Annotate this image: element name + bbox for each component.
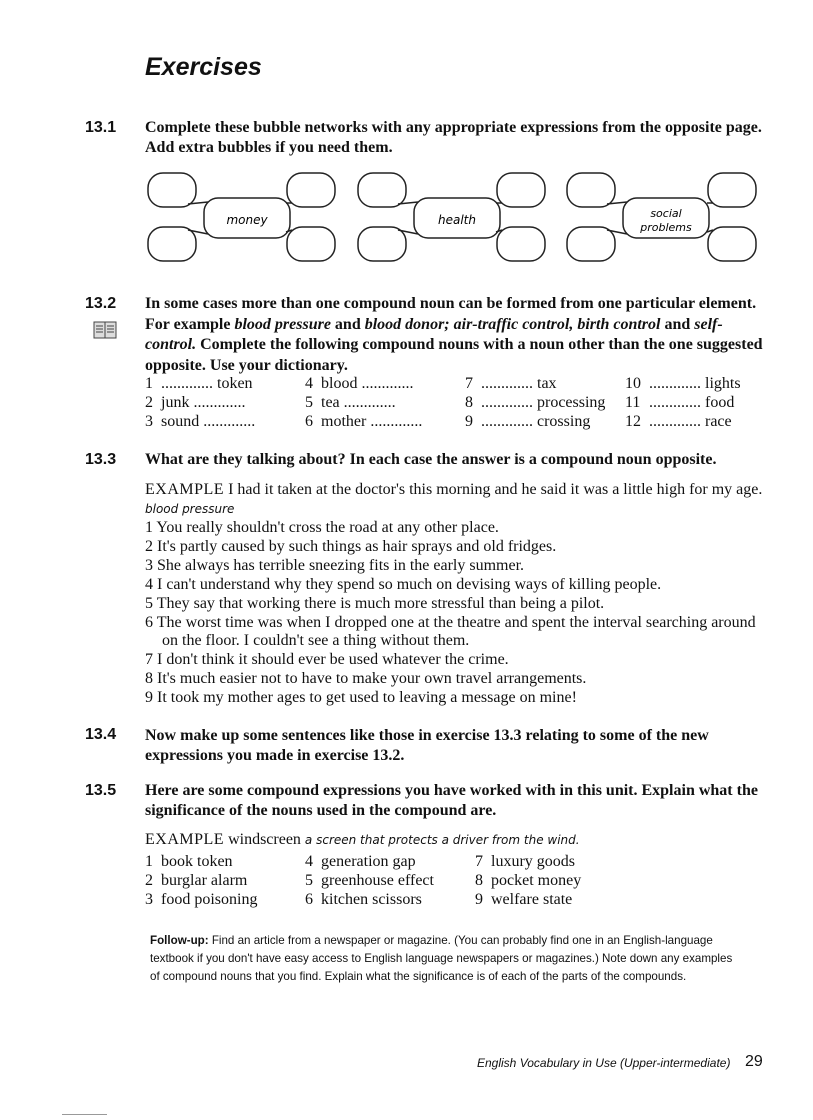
exercise-number: 13.5 [85,782,117,799]
list-item: 8 It's much easier not to have to make your own travel arrangements. [145,670,587,688]
list-item: 3 She always has terrible sneezing fits in the early summer. [145,556,525,574]
list-item: 6 mother ............. [305,413,423,430]
list-item: 1 book token [145,853,233,870]
exercise-number: 13.1 [85,119,117,136]
list-item: 2 burglar alarm [145,872,248,889]
list-item: 6 kitchen scissors [305,891,422,908]
list-item: 1 You really shouldn't cross the road at any other place. [145,519,499,536]
list-item: 2 It's partly caused by such things as hair sprays and old fridges. [145,537,557,555]
page-number: 29 [745,1053,763,1070]
list-item: 6 The worst time was when I dropped one at the theatre and spent the interval searching around on the floor. I couldn't see a thing without them. [145,613,756,650]
list-item: 5 tea ............. [305,394,396,411]
exercise-instruction: Complete these bubble networks with any appropriate expressions from the opposite page. Add extra bubbles if you need them. [145,119,762,156]
list-item: 3 sound ............. [145,413,256,430]
list-item: 7 ............. tax [465,375,557,392]
example-answer: a screen that protects a driver from the wind. [304,833,580,847]
exercise-instruction: Here are some compound expressions you have worked with in this unit. Explain what the significance of the nouns used in the compound are. [145,782,758,819]
list-item: 4 generation gap [305,853,416,870]
network-center-label: money [226,213,268,227]
compound-expression-grid [145,852,765,909]
list-item: 11 ............. food [625,394,735,411]
footer-book-title: English Vocabulary in Use (Upper-intermediate) [477,1056,731,1070]
divider [62,1114,107,1115]
list-item: 5 greenhouse effect [305,872,434,889]
example [145,480,767,519]
exercise-instruction: What are they talking about? In each case the answer is a compound noun opposite. [145,451,717,468]
list-item: 4 I can't understand why they spend so much on devising ways of killing people. [145,575,662,593]
list-item: 10 ............. lights [625,375,741,392]
exercise-number: 13.3 [85,451,117,468]
list-item: 7 I don't think it should ever be used whatever the crime. [145,651,509,669]
list-item: 12 ............. race [625,413,732,430]
example-text: I had it taken at the doctor's this morning and he said it was a little high for my age. [228,481,763,498]
list-item: 2 junk ............. [145,394,246,411]
exercise-instruction: Now make up some sentences like those in exercise 13.3 relating to some of the new expressions you made in exercise 13.2. [145,727,709,764]
follow-up-label: Follow-up: [150,934,209,947]
sentence-list [145,519,765,708]
follow-up-text: Find an article from a newspaper or magazine. (You can probably find one in an English-language textbook if you don't have easy access to English language newspapers or magazines.) Note down any examples of compound nouns that you find. Explain what the significance is of each of the parts of the compounds. [150,934,733,983]
example [145,830,767,850]
example-label: EXAMPLE [145,831,225,848]
example-answer: blood pressure [145,502,235,516]
exercise-number: 13.2 [85,295,117,312]
follow-up-box [150,932,735,986]
list-item: 3 food poisoning [145,891,258,908]
list-item: 4 blood ............. [305,375,414,392]
example-word: windscreen [228,831,301,848]
network-center-label: health [438,213,476,227]
list-item: 9 ............. crossing [465,413,591,430]
network-center-label: problems [640,221,692,234]
list-item: 5 They say that working there is much more stressful than being a pilot. [145,594,605,612]
list-item: 8 ............. processing [465,394,606,411]
list-item: 1 ............. token [145,375,253,392]
list-item: 9 welfare state [475,891,573,908]
exercise-instruction: In some cases more than one compound noun can be formed from one particular element. For example blood pressure and blood donor; air-traffic control, birth control and self-control. Complete the following compound nouns with a noun other than the one suggested opposite. Use your dictionary. [145,295,763,374]
page-title: Exercises [145,53,262,81]
bubble-networks [140,170,770,275]
example-label: EXAMPLE [145,481,225,498]
network-center-label: social [650,207,682,220]
list-item: 9 It took my mother ages to get used to leaving a message on mine! [145,689,577,707]
list-item: 8 pocket money [475,872,582,889]
dictionary-icon [86,318,122,342]
list-item: 7 luxury goods [475,853,575,870]
compound-noun-grid [145,374,765,431]
exercise-number: 13.4 [85,726,117,743]
